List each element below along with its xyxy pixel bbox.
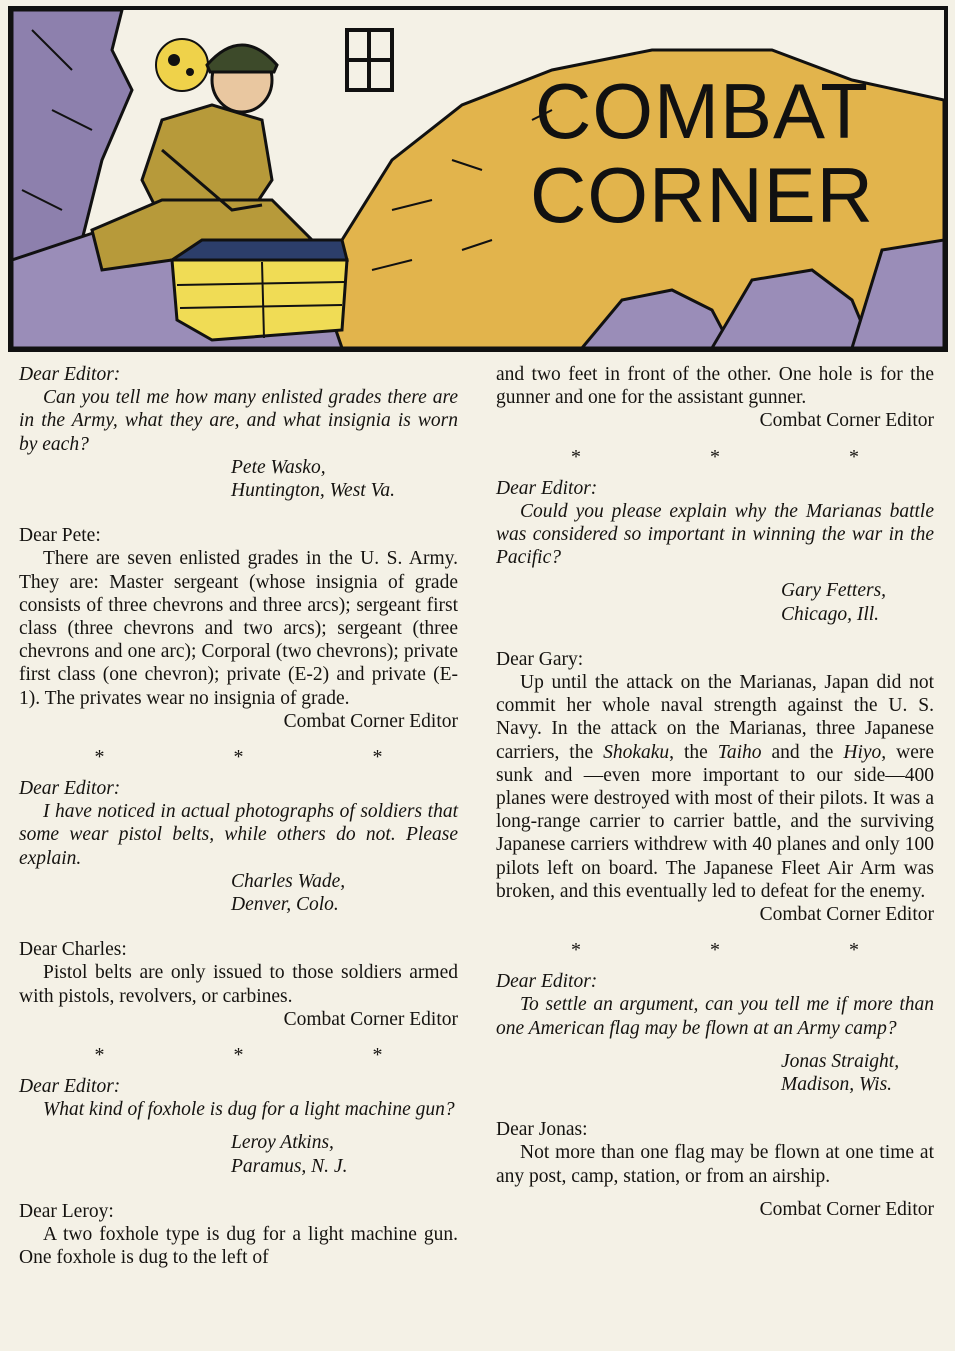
letter-question: Could you please explain why the Marianas battle was considered so important in winning the war in the Pacific? — [496, 500, 934, 569]
title-line-1: COMBAT — [535, 67, 869, 155]
separator-stars: * * * — [94, 1044, 445, 1067]
left-column — [19, 363, 458, 1270]
letter-signature-name: Leroy Atkins, — [231, 1132, 334, 1154]
letter-signature-place: Chicago, Ill. — [781, 603, 880, 625]
reply-salutation: Dear Jonas: — [496, 1119, 588, 1141]
letter-question: Can you tell me how many enlisted grades there are in the Army, what they are, and what insignia is worn by each? — [19, 387, 458, 455]
banner-title — [512, 67, 892, 239]
answer-text: were sunk and —even more important to our side—400 planes were destroyed with most of their pilots. It was a long-range carrier to carrier battle, and the surviving Japanese carriers withdrew with 40 planes and only 100 pilots left on board. The Japanese Fleet Air Arm was broken, and this eventually led to defeat for the enemy. — [496, 741, 935, 902]
reply-answer: There are seven enlisted grades in the U. S. Army. They are: Master sergeant (whose insignia of grade consists of three chevrons and three arcs); sergeant first class (three chevrons and two arcs); sergeant (three chevrons and one arc); Corporal (two chevrons); private first class (one chevron); private (E-2) and private (E-1). The privates wear no insignia of grade. — [19, 548, 458, 709]
reply-answer: Not more than one flag may be flown at one time at any post, camp, station, or from an airship. — [496, 1142, 934, 1187]
editor-signoff: Combat Corner Editor — [759, 1198, 934, 1220]
separator-stars: * * * — [571, 445, 921, 468]
letter-salutation: Dear Editor: — [19, 364, 121, 385]
letter-question: To settle an argument, can you tell me if more than one American flag may be flown at an Army camp? — [496, 994, 934, 1039]
separator-stars: * * * — [571, 939, 921, 962]
ship-name: Taiho — [717, 741, 762, 763]
editor-signoff: Combat Corner Editor — [759, 410, 934, 432]
letter-salutation: Dear Editor: — [19, 1076, 121, 1098]
reply-salutation: Dear Charles: — [19, 939, 127, 961]
ammo-crate — [172, 240, 347, 340]
reply-salutation: Dear Leroy: — [19, 1200, 114, 1222]
letter-signature-place: Huntington, West Va. — [231, 480, 395, 502]
reply-answer — [496, 671, 934, 903]
ship-name: Hiyo, — [843, 741, 887, 763]
editor-signoff: Combat Corner Editor — [283, 1008, 458, 1030]
letter-signature-place: Denver, Colo. — [231, 894, 339, 916]
letter-signature-name: Charles Wade, — [231, 870, 346, 892]
answer-text: Up until the attack on the Marianas, Japan did not commit her whole naval strength against the U. S. Navy. In the attack on the Marianas, three Japanese carriers, the — [496, 672, 934, 763]
letter-question: What kind of foxhole is dug for a light machine gun? — [43, 1099, 455, 1121]
editor-signoff: Combat Corner Editor — [759, 904, 934, 926]
letter-question: I have noticed in actual photographs of soldiers that some wear pistol belts, while others do not. Please explain. — [19, 801, 458, 869]
reply-answer-part-2: and two feet in front of the other. One hole is for the gunner and one for the assistant gunner. — [496, 364, 934, 409]
letter-salutation: Dear Editor: — [496, 477, 598, 499]
letter-signature-place: Madison, Wis. — [781, 1074, 893, 1096]
title-line-2: CORNER — [529, 151, 874, 239]
separator-stars: * * * — [94, 746, 445, 769]
letter-salutation: Dear Editor: — [496, 971, 598, 993]
letter-signature-place: Paramus, N. J. — [231, 1155, 348, 1177]
reply-salutation: Dear Gary: — [496, 648, 584, 670]
answer-text: , the — [669, 741, 718, 763]
ship-name: Shokaku — [603, 741, 670, 763]
editor-signoff: Combat Corner Editor — [283, 710, 458, 732]
header-banner — [8, 6, 948, 352]
reply-answer: Pistol belts are only issued to those soldiers armed with pistols, revolvers, or carbines. — [19, 962, 458, 1007]
answer-text: and the — [761, 741, 844, 763]
letter-signature-name: Gary Fetters, — [781, 580, 887, 602]
right-column — [496, 363, 934, 1221]
explosion-burst — [156, 39, 208, 91]
reply-answer-part-1: A two foxhole type is dug for a light machine gun. One foxhole is dug to the left of — [19, 1224, 458, 1269]
letter-signature-name: Jonas Straight, — [781, 1050, 900, 1072]
letter-salutation: Dear Editor: — [19, 778, 121, 800]
letter-signature-name: Pete Wasko, — [231, 456, 326, 478]
reply-salutation: Dear Pete: — [19, 525, 101, 547]
